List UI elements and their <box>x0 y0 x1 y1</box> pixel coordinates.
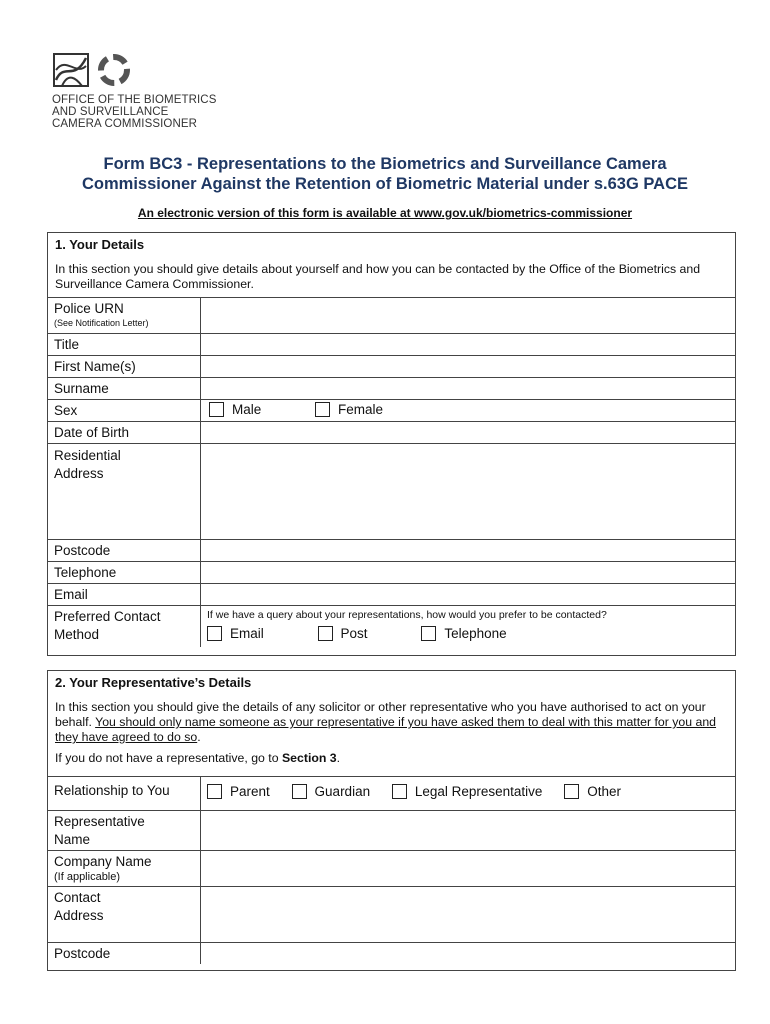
relationship-row: Relationship to You Parent Guardian Legal Representative Other <box>48 776 735 810</box>
contact-email-checkbox[interactable] <box>207 626 222 641</box>
dob-field[interactable] <box>201 422 735 443</box>
guardian-option[interactable]: Guardian <box>292 784 371 799</box>
email-row: Email <box>48 583 735 605</box>
preferred-contact-row: Preferred Contact Method If we have a query about your representations, how would you prefer to be contacted? Email Post Telephone <box>48 605 735 647</box>
section2-intro: In this section you should give the details of any solicitor or other representative who you have authorised to act on your behalf. You should only name someone as your representative if you have asked them to deal with this matter for you and they have agreed to do so. <box>55 700 717 744</box>
first-names-field[interactable] <box>201 356 735 377</box>
no-representative-note: If you do not have a representative, go to Section 3. <box>55 751 341 765</box>
company-field[interactable] <box>201 851 735 886</box>
section-your-details <box>47 232 736 656</box>
telephone-field[interactable] <box>201 562 735 583</box>
legal-representative-option[interactable]: Legal Representative <box>392 784 543 799</box>
parent-option[interactable]: Parent <box>207 784 270 799</box>
contact-telephone-checkbox[interactable] <box>421 626 436 641</box>
female-checkbox[interactable] <box>315 402 330 417</box>
address-field[interactable] <box>201 444 735 539</box>
logo-text: OFFICE OF THE BIOMETRICS AND SURVEILLANCE CAMERA COMMISSIONER <box>52 94 217 130</box>
postcode-field[interactable] <box>201 540 735 561</box>
electronic-version-link[interactable]: An electronic version of this form is available at www.gov.uk/biometrics-commissioner <box>137 206 633 220</box>
email-field[interactable] <box>201 584 735 605</box>
parent-checkbox[interactable] <box>207 784 222 799</box>
section2-heading: 2. Your Representative’s Details <box>55 675 252 690</box>
contact-address-row: Contact Address <box>48 886 735 942</box>
rep-postcode-field[interactable] <box>201 943 735 964</box>
legal-representative-checkbox[interactable] <box>392 784 407 799</box>
contact-post-option[interactable]: Post <box>318 626 368 641</box>
section1-intro: In this section you should give details about yourself and how you can be contacted by the Office of the Biometrics and Surveillance Camera Commissioner. <box>55 262 701 291</box>
police-urn-row: Police URN (See Notification Letter) <box>48 297 735 333</box>
male-option[interactable]: Male <box>209 402 261 417</box>
address-row: Residential Address <box>48 443 735 539</box>
camera-logo-icon <box>96 52 132 88</box>
contact-email-option[interactable]: Email <box>207 626 264 641</box>
rep-name-row: Representative Name <box>48 810 735 850</box>
telephone-row: Telephone <box>48 561 735 583</box>
form-title: Form BC3 - Representations to the Biometrics and Surveillance Camera Commissioner Against the Retention of Biometric Material under s.63G PACE <box>81 155 689 193</box>
contact-telephone-option[interactable]: Telephone <box>421 626 506 641</box>
section1-heading: 1. Your Details <box>55 237 145 252</box>
female-option[interactable]: Female <box>315 402 383 417</box>
rep-postcode-row: Postcode <box>48 942 735 964</box>
guardian-checkbox[interactable] <box>292 784 307 799</box>
rep-name-field[interactable] <box>201 811 735 850</box>
contact-post-checkbox[interactable] <box>318 626 333 641</box>
male-checkbox[interactable] <box>209 402 224 417</box>
contact-address-field[interactable] <box>201 887 735 942</box>
surname-field[interactable] <box>201 378 735 399</box>
section-representative-details <box>47 670 736 971</box>
company-row: Company Name (If applicable) <box>48 850 735 886</box>
title-row: Title <box>48 333 735 355</box>
sex-row: Sex Male Female <box>48 399 735 421</box>
police-urn-field[interactable] <box>201 298 735 333</box>
other-option[interactable]: Other <box>564 784 621 799</box>
surname-row: Surname <box>48 377 735 399</box>
title-field[interactable] <box>201 334 735 355</box>
biometrics-logo-icon <box>52 52 90 88</box>
first-names-row: First Name(s) <box>48 355 735 377</box>
logo <box>52 52 216 130</box>
other-checkbox[interactable] <box>564 784 579 799</box>
dob-row: Date of Birth <box>48 421 735 443</box>
postcode-row: Postcode <box>48 539 735 561</box>
